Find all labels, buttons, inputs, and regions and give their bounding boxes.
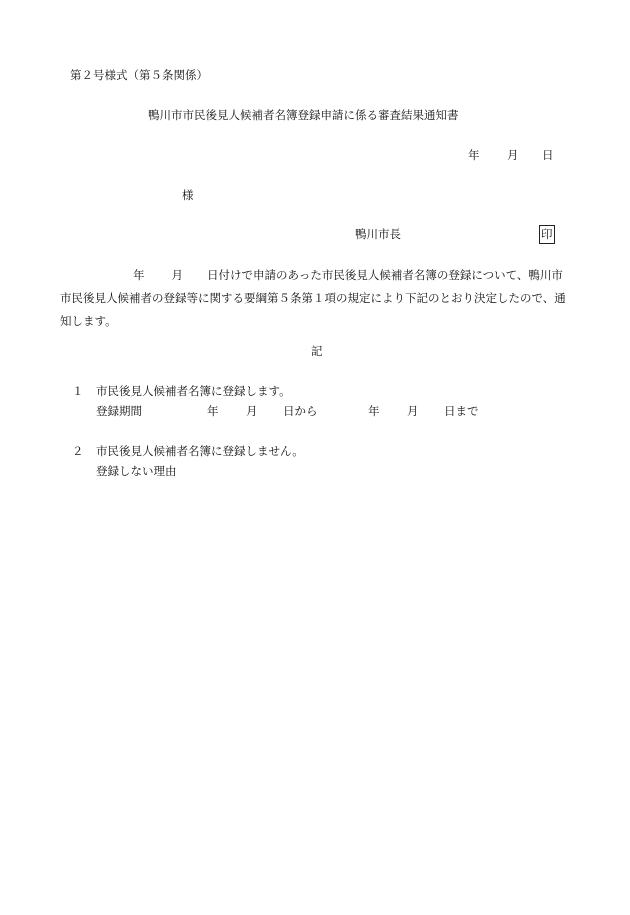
form-label: 第２号様式（第５条関係） <box>70 68 208 82</box>
period-to-day: 日まで <box>444 404 479 418</box>
date-month: 月 <box>507 148 519 162</box>
item-1-number: １ <box>72 384 84 398</box>
document-title: 鴨川市市民後見人候補者名簿登録申請に係る審査結果通知書 <box>148 108 459 122</box>
addressee-suffix: 様 <box>182 188 194 202</box>
body-sentence-line1: 日付けで申請のあった市民後見人候補者名簿の登録について、鴨 <box>207 268 540 282</box>
sender-name: 鴨川市長 <box>355 227 401 241</box>
body-sentence-rest: 川市市民後見人候補者の登録等に関する要綱第５条第１項の規定により下記のとおり決定したので、通知します。 <box>60 268 566 328</box>
period-to-month: 月 <box>407 404 419 418</box>
body-year: 年 <box>133 268 145 282</box>
item-2-number: ２ <box>72 444 84 458</box>
date-year: 年 <box>468 148 480 162</box>
date-day: 日 <box>542 148 554 162</box>
seal-text: 印 <box>539 225 555 244</box>
note-heading: 記 <box>311 344 323 358</box>
registration-period-label: 登録期間 <box>96 404 142 418</box>
non-registration-reason-label: 登録しない理由 <box>96 464 177 478</box>
body-month: 月 <box>171 268 183 282</box>
seal-mark <box>539 225 555 244</box>
period-from-day: 日から <box>283 404 318 418</box>
period-from-year: 年 <box>207 404 219 418</box>
period-from-month: 月 <box>246 404 258 418</box>
period-to-year: 年 <box>368 404 380 418</box>
item-2-text: 市民後見人候補者名簿に登録しません。 <box>96 444 304 458</box>
body-paragraph <box>60 264 570 333</box>
item-1-text: 市民後見人候補者名簿に登録します。 <box>96 384 291 398</box>
